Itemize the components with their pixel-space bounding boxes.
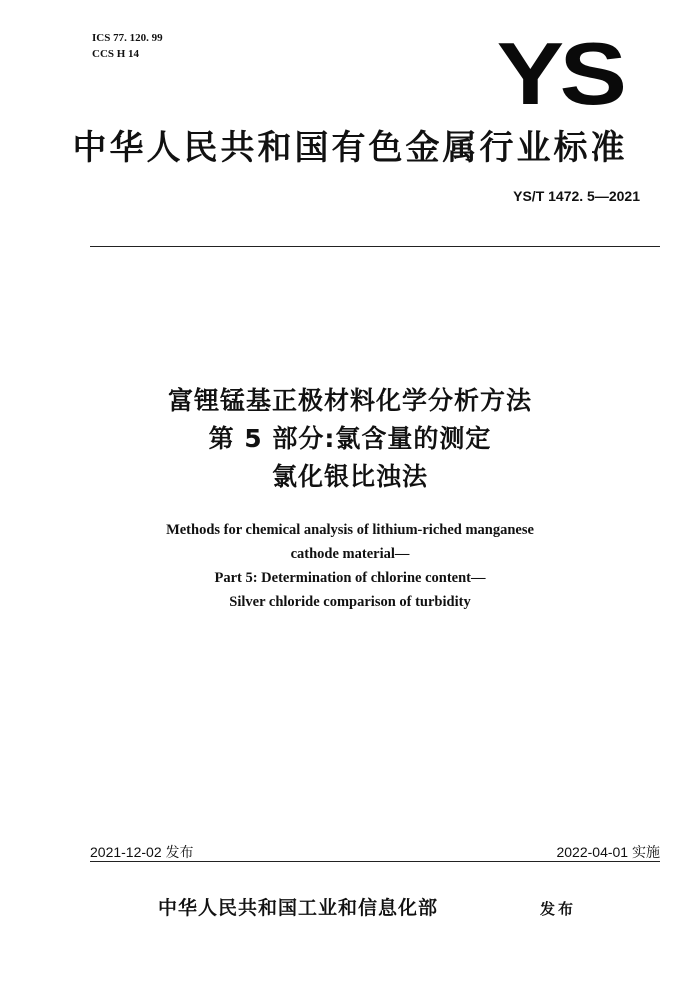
english-title: [0, 518, 700, 614]
issue-date: 2021-12-02 发布: [90, 844, 194, 860]
chinese-title-line: 富锂锰基正极材料化学分析方法: [167, 386, 532, 415]
chinese-title: [0, 382, 700, 496]
issuing-authority: 中华人民共和国工业和信息化部: [158, 897, 439, 919]
english-title-line: Silver chloride comparison of turbidity: [229, 594, 471, 610]
publish-label: 发布: [540, 900, 577, 918]
header-divider: [90, 246, 660, 247]
english-title-line: cathode material—: [290, 546, 410, 562]
classification-codes: [92, 30, 163, 62]
footer-divider: [90, 861, 660, 862]
ics-code: ICS 77. 120. 99: [92, 32, 163, 44]
implement-date: 2022-04-01 实施: [556, 844, 660, 860]
chinese-title-line: 第 5 部分:氯含量的测定: [208, 424, 492, 453]
english-title-line: Methods for chemical analysis of lithium-riched manganese: [166, 522, 534, 538]
english-title-line: Part 5: Determination of chlorine content—: [214, 570, 486, 586]
standard-number: YS/T 1472. 5—2021: [513, 188, 640, 204]
ys-logo: YS: [496, 24, 622, 123]
chinese-title-line: 氯化银比浊法: [271, 462, 428, 491]
standard-category: 中华人民共和国有色金属行业标准: [72, 128, 628, 168]
ccs-code: CCS H 14: [92, 48, 140, 60]
